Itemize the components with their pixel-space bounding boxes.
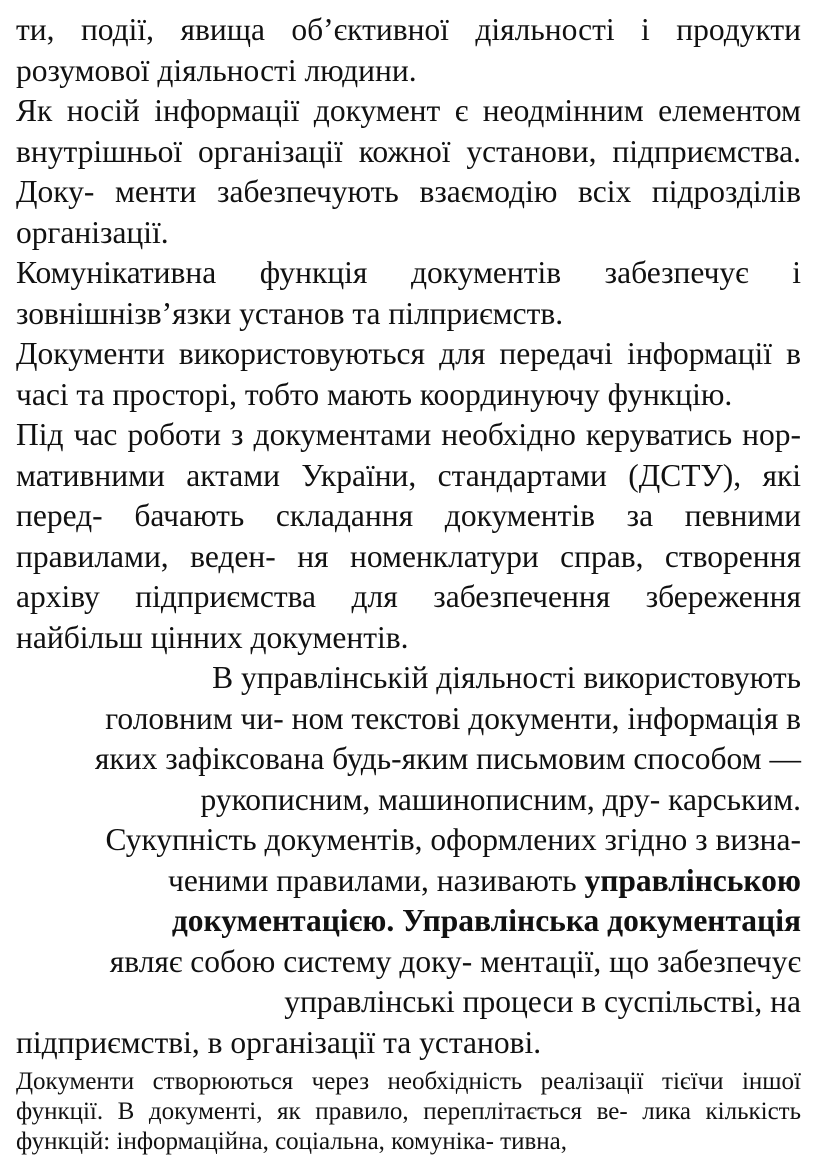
paragraph-6 bbox=[16, 658, 801, 820]
bold-term-management-documentation: документацією. Управлінська документація bbox=[171, 903, 801, 938]
paragraph-6-line-1: В управлінській діяльності використовують bbox=[212, 660, 801, 695]
bold-term-management-docs: управлінською bbox=[584, 862, 801, 898]
paragraph-7-line-6: підприємстві, в організації та установі. bbox=[16, 1024, 542, 1060]
paragraph-7-line-2-text: ченими правилами, називають bbox=[167, 862, 585, 898]
paragraph-3: Комунікативна функція документів забезпечує і зовнішнізв’язки установ та пілприємств. bbox=[16, 255, 801, 331]
paragraph-7-line-3 bbox=[16, 901, 801, 942]
paragraph-6-line-3: яких зафіксована будь-яким письмовим способом — bbox=[94, 741, 801, 776]
document-page bbox=[16, 0, 801, 1157]
paragraph-7-line-1: Сукупність документів, оформлених згідно з визна- bbox=[105, 822, 801, 857]
paragraph-1: ти, події, явища об’єктивної діяльності і продукти розумової діяльності людини. bbox=[16, 12, 801, 88]
paragraph-5: Під час роботи з документами необхідно керуватись нор- мативними актами України, стандартами (ДСТУ), які перед- бачають складання документів за певними правилами, веден- ня номенклатури справ, створення архіву підприємства для забезпечення збереження найбільш цінних документів. bbox=[16, 417, 801, 655]
paragraph-8: Документи створюються через необхідність реалізації тієїчи іншої функції. В документі, як правило, переплітається ве- лика кількість функцій: інформаційна, соціальна, комуніка- тивна, bbox=[16, 1068, 801, 1155]
paragraph-2: Як носій інформації документ є неодмінним елементом внутрішньої організації кожної установи, підприємства. Доку- менти забезпечують взаємодію всіх підрозділів організації. bbox=[16, 93, 801, 250]
paragraph-7-line-2 bbox=[16, 861, 801, 902]
paragraph-7 bbox=[16, 820, 801, 1063]
paragraph-6-line-2: головним чи- ном текстові документи, інформація в bbox=[105, 700, 801, 736]
paragraph-7-line-5: управлінські процеси в суспільстві, на bbox=[284, 984, 801, 1019]
paragraph-7-line-4: являє собою систему доку- ментації, що забезпечує bbox=[109, 943, 801, 979]
paragraph-4: Документи використовуються для передачі інформації в часі та просторі, тобто мають координуючу функцію. bbox=[16, 336, 801, 412]
paragraph-6-line-4: рукописним, машинописним, дру- карським. bbox=[200, 781, 801, 817]
